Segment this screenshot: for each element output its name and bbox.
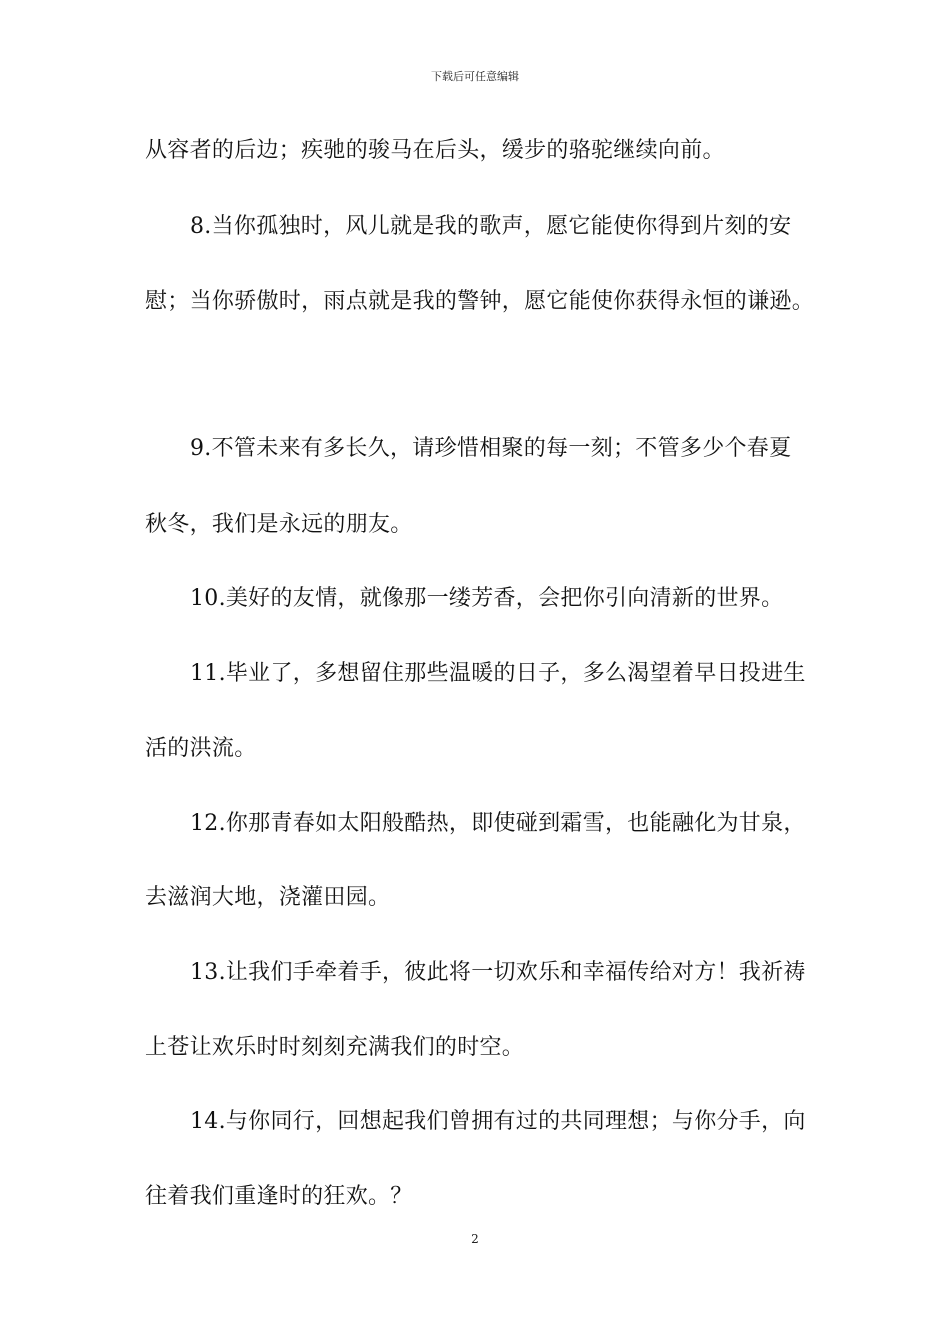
text-line: 12.你那青春如太阳般酷热，即使碰到霜雪，也能融化为甘泉， bbox=[190, 811, 806, 836]
page-number: 2 bbox=[471, 1232, 479, 1246]
text-line: 13.让我们手牵着手，彼此将一切欢乐和幸福传给对方！我祈祷 bbox=[190, 960, 806, 985]
text-line: 慰；当你骄傲时，雨点就是我的警钟，愿它能使你获得永恒的谦逊。 bbox=[145, 289, 815, 314]
text-line: 10.美好的友情，就像那一缕芳香，会把你引向清新的世界。 bbox=[190, 586, 784, 611]
text-line: 11.毕业了，多想留住那些温暖的日子，多么渴望着早日投进生 bbox=[190, 661, 806, 686]
text-line: 去滋润大地，浇灌田园。 bbox=[145, 885, 391, 910]
text-line: 往着我们重逢时的狂欢。？ bbox=[145, 1184, 413, 1209]
text-line: 9.不管未来有多长久，请珍惜相聚的每一刻；不管多少个春夏 bbox=[190, 436, 792, 461]
text-line: 秋冬，我们是永远的朋友。 bbox=[145, 512, 413, 537]
text-line: 从容者的后边；疾驰的骏马在后头，缓步的骆驼继续向前。 bbox=[145, 138, 725, 163]
text-line: 14.与你同行，回想起我们曾拥有过的共同理想；与你分手，向 bbox=[190, 1109, 806, 1134]
header-note: 下载后可任意编辑 bbox=[431, 70, 519, 83]
text-line: 8.当你孤独时，风儿就是我的歌声，愿它能使你得到片刻的安 bbox=[190, 214, 792, 239]
text-line: 上苍让欢乐时时刻刻充满我们的时空。 bbox=[145, 1035, 525, 1060]
text-line: 活的洪流。 bbox=[145, 736, 257, 761]
